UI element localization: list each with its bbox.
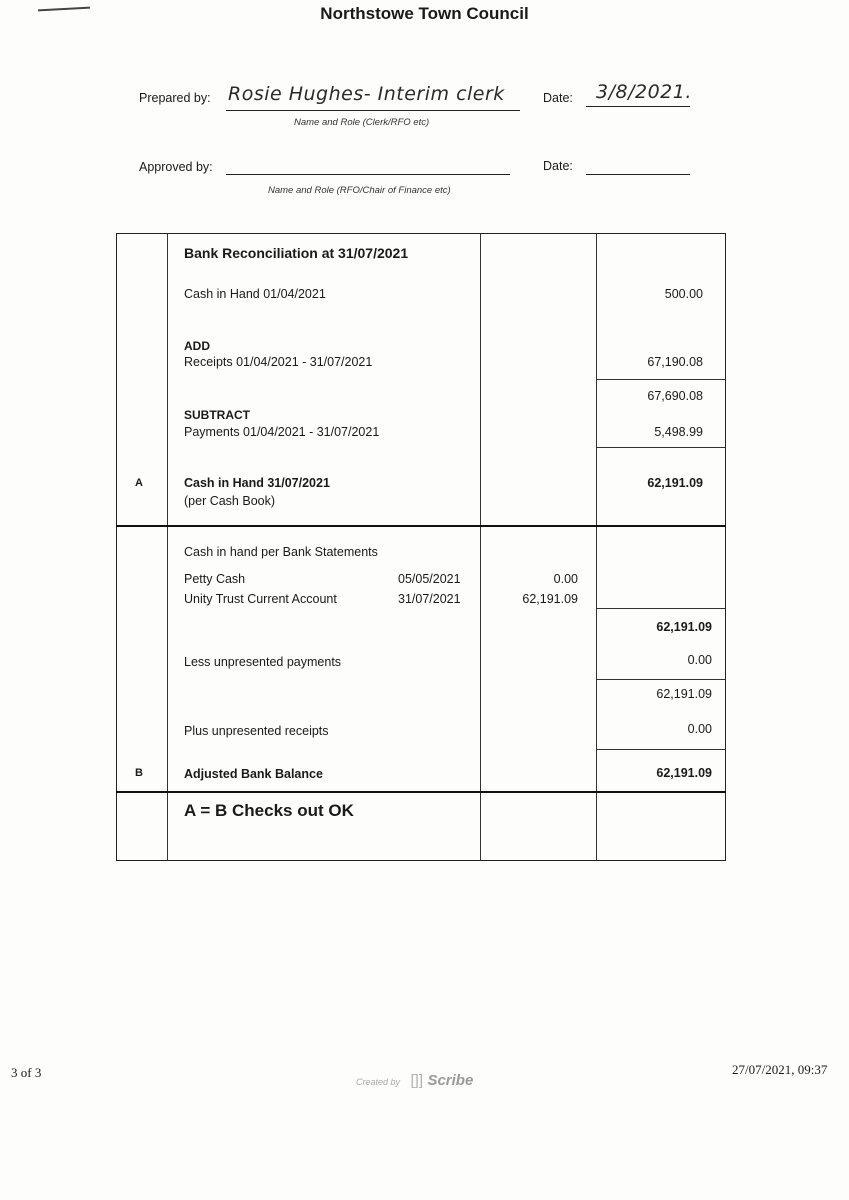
check-result: A = B Checks out OK [184, 801, 354, 820]
subtotal-2-value: 62,191.09 [656, 687, 712, 701]
prepared-by-line [226, 110, 520, 111]
payments-label: Payments 01/04/2021 - 31/07/2021 [184, 425, 380, 439]
timestamp: 27/07/2021, 09:37 [732, 1062, 828, 1077]
add-label: ADD [184, 339, 210, 353]
subtotal-1-value: 67,690.08 [647, 389, 703, 403]
approved-date-line [586, 174, 690, 175]
cash-close-value: 62,191.09 [647, 476, 703, 490]
prepared-date-line [586, 106, 690, 107]
account-amount: 0.00 [553, 572, 578, 586]
created-by-text: Created by [356, 1077, 401, 1087]
cash-close-label: Cash in Hand 31/07/2021 [184, 476, 330, 490]
account-date: 05/05/2021 [398, 572, 461, 586]
council-title: Northstowe Town Council [320, 4, 529, 23]
row-b-marker: B [135, 767, 143, 779]
plus-unpresented-value: 0.00 [687, 722, 712, 736]
bank-statements-heading: Cash in hand per Bank Statements [184, 545, 378, 559]
subtract-label: SUBTRACT [184, 408, 250, 422]
cash-close-note: (per Cash Book) [184, 494, 276, 508]
adjusted-bank-balance-value: 62,191.09 [656, 766, 712, 780]
row-a-marker: A [135, 477, 143, 489]
approved-by-label: Approved by: [139, 160, 213, 174]
prepared-date-value: 3/8/2021. [596, 81, 692, 103]
receipts-label: Receipts 01/04/2021 - 31/07/2021 [184, 355, 373, 369]
payments-value: 5,498.99 [654, 425, 703, 439]
approved-by-sublabel: Name and Role (RFO/Chair of Finance etc) [268, 185, 451, 196]
scribe-logo-icon: []] [410, 1072, 423, 1089]
plus-unpresented-label: Plus unpresented receipts [184, 724, 329, 738]
column-divider-2 [480, 234, 481, 860]
reconciliation-heading: Bank Reconciliation at 31/07/2021 [184, 245, 409, 261]
cash-open-value: 500.00 [664, 287, 703, 301]
account-date: 31/07/2021 [398, 592, 461, 606]
receipts-value: 67,190.08 [647, 355, 703, 369]
bank-total-value: 62,191.09 [656, 620, 712, 634]
subtotal-rule [596, 447, 725, 448]
scribe-watermark [356, 1072, 473, 1090]
section-divider [116, 791, 726, 793]
account-name: Petty Cash [184, 572, 246, 586]
prepared-by-label: Prepared by: [139, 91, 211, 105]
subtotal-rule [596, 749, 725, 750]
adjusted-bank-balance-label: Adjusted Bank Balance [184, 767, 323, 781]
prepared-by-sublabel: Name and Role (Clerk/RFO etc) [294, 117, 430, 128]
account-name: Unity Trust Current Account [184, 592, 337, 606]
column-divider-1 [167, 234, 168, 860]
subtotal-rule [596, 679, 725, 680]
subtotal-rule [596, 608, 725, 609]
approved-by-line [226, 174, 510, 175]
cash-open-label: Cash in Hand 01/04/2021 [184, 287, 326, 301]
less-unpresented-value: 0.00 [687, 653, 712, 667]
subtotal-rule [596, 379, 725, 380]
account-amount: 62,191.09 [522, 592, 578, 606]
section-divider [116, 525, 726, 527]
less-unpresented-label: Less unpresented payments [184, 655, 342, 669]
scribe-name: Scribe [427, 1072, 474, 1089]
prepared-by-signature: Rosie Hughes- Interim clerk [228, 83, 505, 105]
approved-date-label: Date: [543, 159, 573, 173]
page-number: 3 of 3 [11, 1065, 42, 1080]
prepared-date-label: Date: [543, 91, 573, 105]
